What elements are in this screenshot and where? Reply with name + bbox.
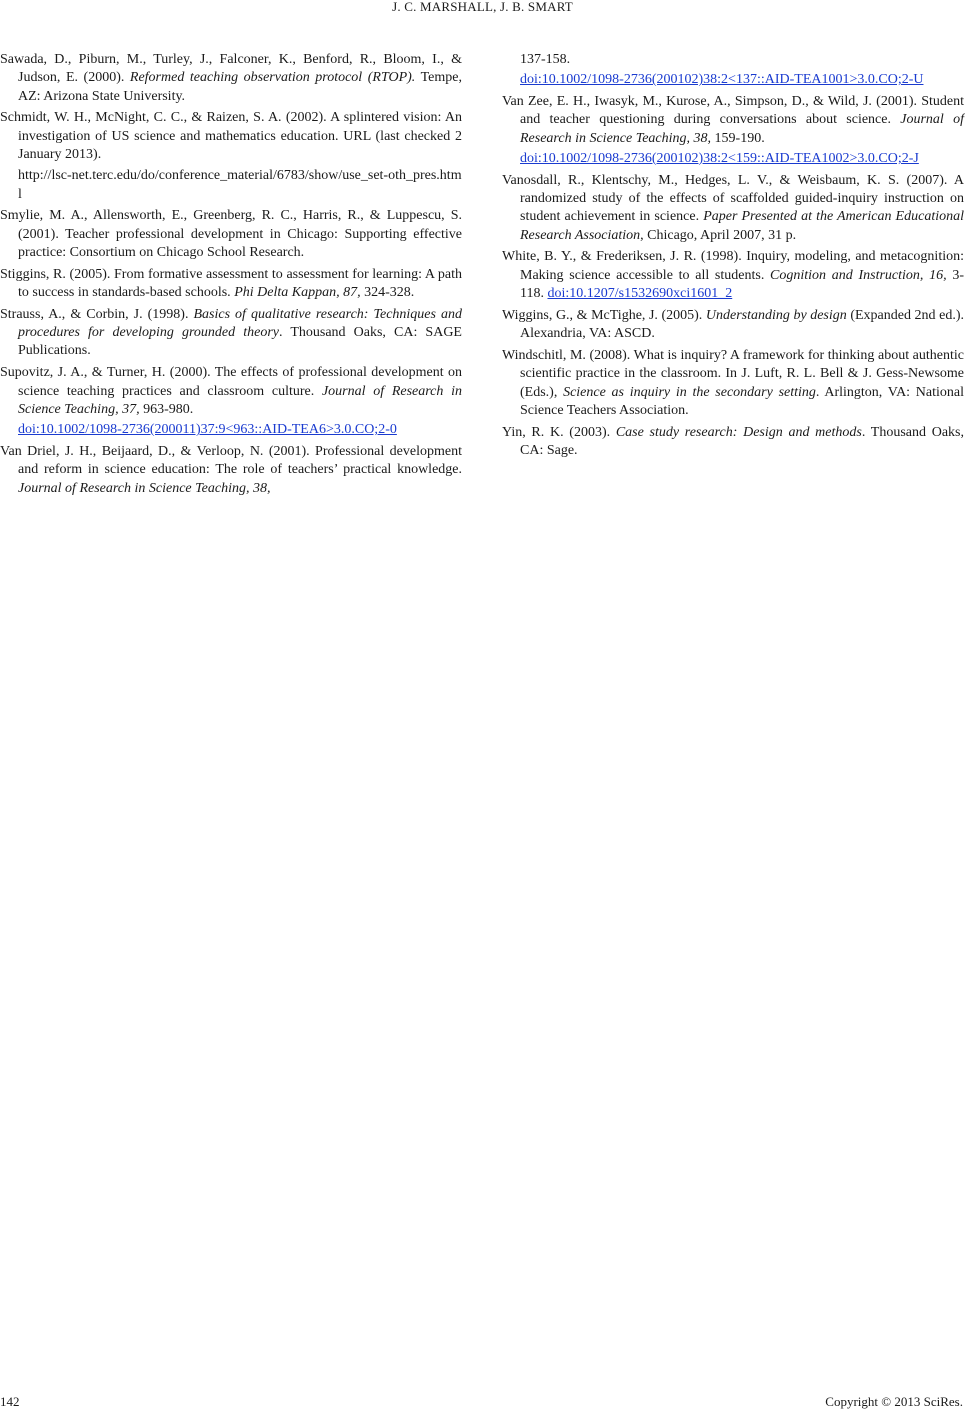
reference-text: Wiggins, G., & McTighe, J. (2005).: [502, 307, 706, 323]
reference-pages: 159-190.: [711, 130, 765, 146]
reference-publisher: . Thousand Oaks, CA: SAGE Publications.: [18, 325, 462, 359]
reference-publisher: Tempe, AZ: Arizona State University.: [18, 70, 462, 104]
doi-link[interactable]: doi:10.1002/1098-2736(200011)37:9<963::AID-TEA6>3.0.CO;2-0: [18, 422, 397, 438]
reference-vanzee: [502, 93, 964, 168]
reference-windschitl: [502, 347, 964, 420]
reference-title: Reformed teaching observation protocol (RTOP).: [129, 70, 416, 86]
reference-pages: 3-118.: [520, 267, 964, 302]
reference-schmidt: [0, 109, 462, 203]
reference-text: White, B. Y., & Frederiksen, J. R. (1998). Inquiry, modeling, and metacognition: Making science accessible to all students.: [502, 249, 964, 283]
doi-link[interactable]: doi:10.1002/1098-2736(200102)38:2<137::AID-TEA1001>3.0.CO;2-U: [520, 72, 924, 88]
reference-text: Sawada, D., Piburn, M., Turley, J., Falconer, K., Benford, R., Bloom, I., & Judson, E. (2000).: [0, 52, 462, 86]
reference-publisher: (Expanded 2nd ed.). Alexandria, VA: ASCD.: [520, 307, 964, 342]
reference-text: Stiggins, R. (2005). From formative assessment to assessment for learning: A path to success in standards-based schools.: [0, 266, 462, 301]
copyright-notice: Copyright © 2013 SciRes.: [825, 1394, 963, 1409]
page-number: 142: [0, 1394, 20, 1409]
reference-text: Van Driel, J. H., Beijaard, D., & Verloop, N. (2001). Professional development and reform in science education: The role of teachers’ practical knowledge.: [0, 443, 462, 478]
reference-title: Case study research: Design and methods: [615, 424, 862, 440]
references-left-column: [0, 51, 462, 498]
reference-title: Understanding by design: [705, 307, 847, 323]
reference-vandriel: [0, 443, 462, 498]
reference-journal: Cognition and Instruction, 16,: [770, 267, 947, 283]
reference-title: Science as inquiry in the secondary setting: [563, 384, 816, 400]
reference-text: Van Zee, E. H., Iwasyk, M., Kurose, A., Simpson, D., & Wild, J. (2001). Student and teacher questioning during conversations about science.: [502, 94, 964, 128]
reference-pages: 963-980.: [139, 401, 194, 417]
reference-url: http://lsc-net.terc.edu/do/conference_material/6783/show/use_set-oth_pres.html: [18, 168, 462, 202]
running-head: J. C. MARSHALL, J. B. SMART: [392, 0, 573, 14]
reference-journal: Journal of Research in Science Teaching, 38,: [18, 480, 271, 496]
reference-wiggins: [502, 307, 964, 344]
reference-sawada: [0, 51, 462, 106]
reference-text: Strauss, A., & Corbin, J. (1998).: [0, 306, 194, 322]
reference-supovitz: [0, 364, 462, 439]
reference-yin: [502, 424, 964, 461]
reference-details: , Chicago, April 2007, 31 p.: [640, 227, 797, 243]
doi-link[interactable]: doi:10.1207/s1532690xci1601_2: [547, 286, 733, 302]
references-right-column: [502, 51, 964, 464]
reference-text: Yin, R. K. (2003).: [502, 424, 616, 440]
reference-white: [502, 248, 964, 303]
reference-strauss: [0, 306, 462, 361]
reference-publisher: . Thousand Oaks, CA: Sage.: [520, 424, 964, 458]
reference-smylie: [0, 207, 462, 262]
reference-pages: 137-158.: [520, 52, 571, 67]
reference-venue: Paper Presented at the American Educational Research Association: [520, 209, 964, 243]
reference-stiggins: [0, 266, 462, 303]
reference-pages: 324-328.: [360, 285, 415, 301]
reference-journal: Journal of Research in Science Teaching, 37,: [18, 383, 462, 417]
reference-vandriel-continued: [502, 51, 964, 90]
doi-link[interactable]: doi:10.1002/1098-2736(200102)38:2<159::AID-TEA1002>3.0.CO;2-J: [520, 150, 919, 166]
reference-publisher: . Arlington, VA: National Science Teachers Association.: [520, 384, 965, 418]
reference-vanosdall: [502, 172, 964, 245]
reference-title: Basics of qualitative research: Techniques and procedures for developing grounded theory: [18, 306, 462, 341]
reference-journal: Journal of Research in Science Teaching, 38,: [520, 112, 964, 146]
reference-text: Windschitl, M. (2008). What is inquiry? A framework for thinking about authentic scientific practice in the classroom. In J. Luft, R. L. Bell & J. Gess-Newsome (Eds.),: [502, 347, 964, 400]
reference-text: Smylie, M. A., Allensworth, E., Greenberg, R. C., Harris, R., & Luppescu, S. (2001). Teacher professional development in Chicago: Supporting effective practice: Consortium on Chicago School Research.: [0, 208, 462, 260]
reference-text: Supovitz, J. A., & Turner, H. (2000). The effects of professional development on science teaching practices and classroom culture.: [0, 365, 462, 399]
reference-text: Schmidt, W. H., McNight, C. C., & Raizen, S. A. (2002). A splintered vision: An investigation of US science and mathematics education. URL (last checked 2 January 2013).: [0, 110, 462, 162]
reference-journal: Phi Delta Kappan, 87,: [234, 285, 361, 301]
reference-text: Vanosdall, R., Klentschy, M., Hedges, L. V., & Weisbaum, K. S. (2007). A randomized study of the effects of scaffolded guided-inquiry instruction on student achievement in science.: [502, 172, 964, 225]
